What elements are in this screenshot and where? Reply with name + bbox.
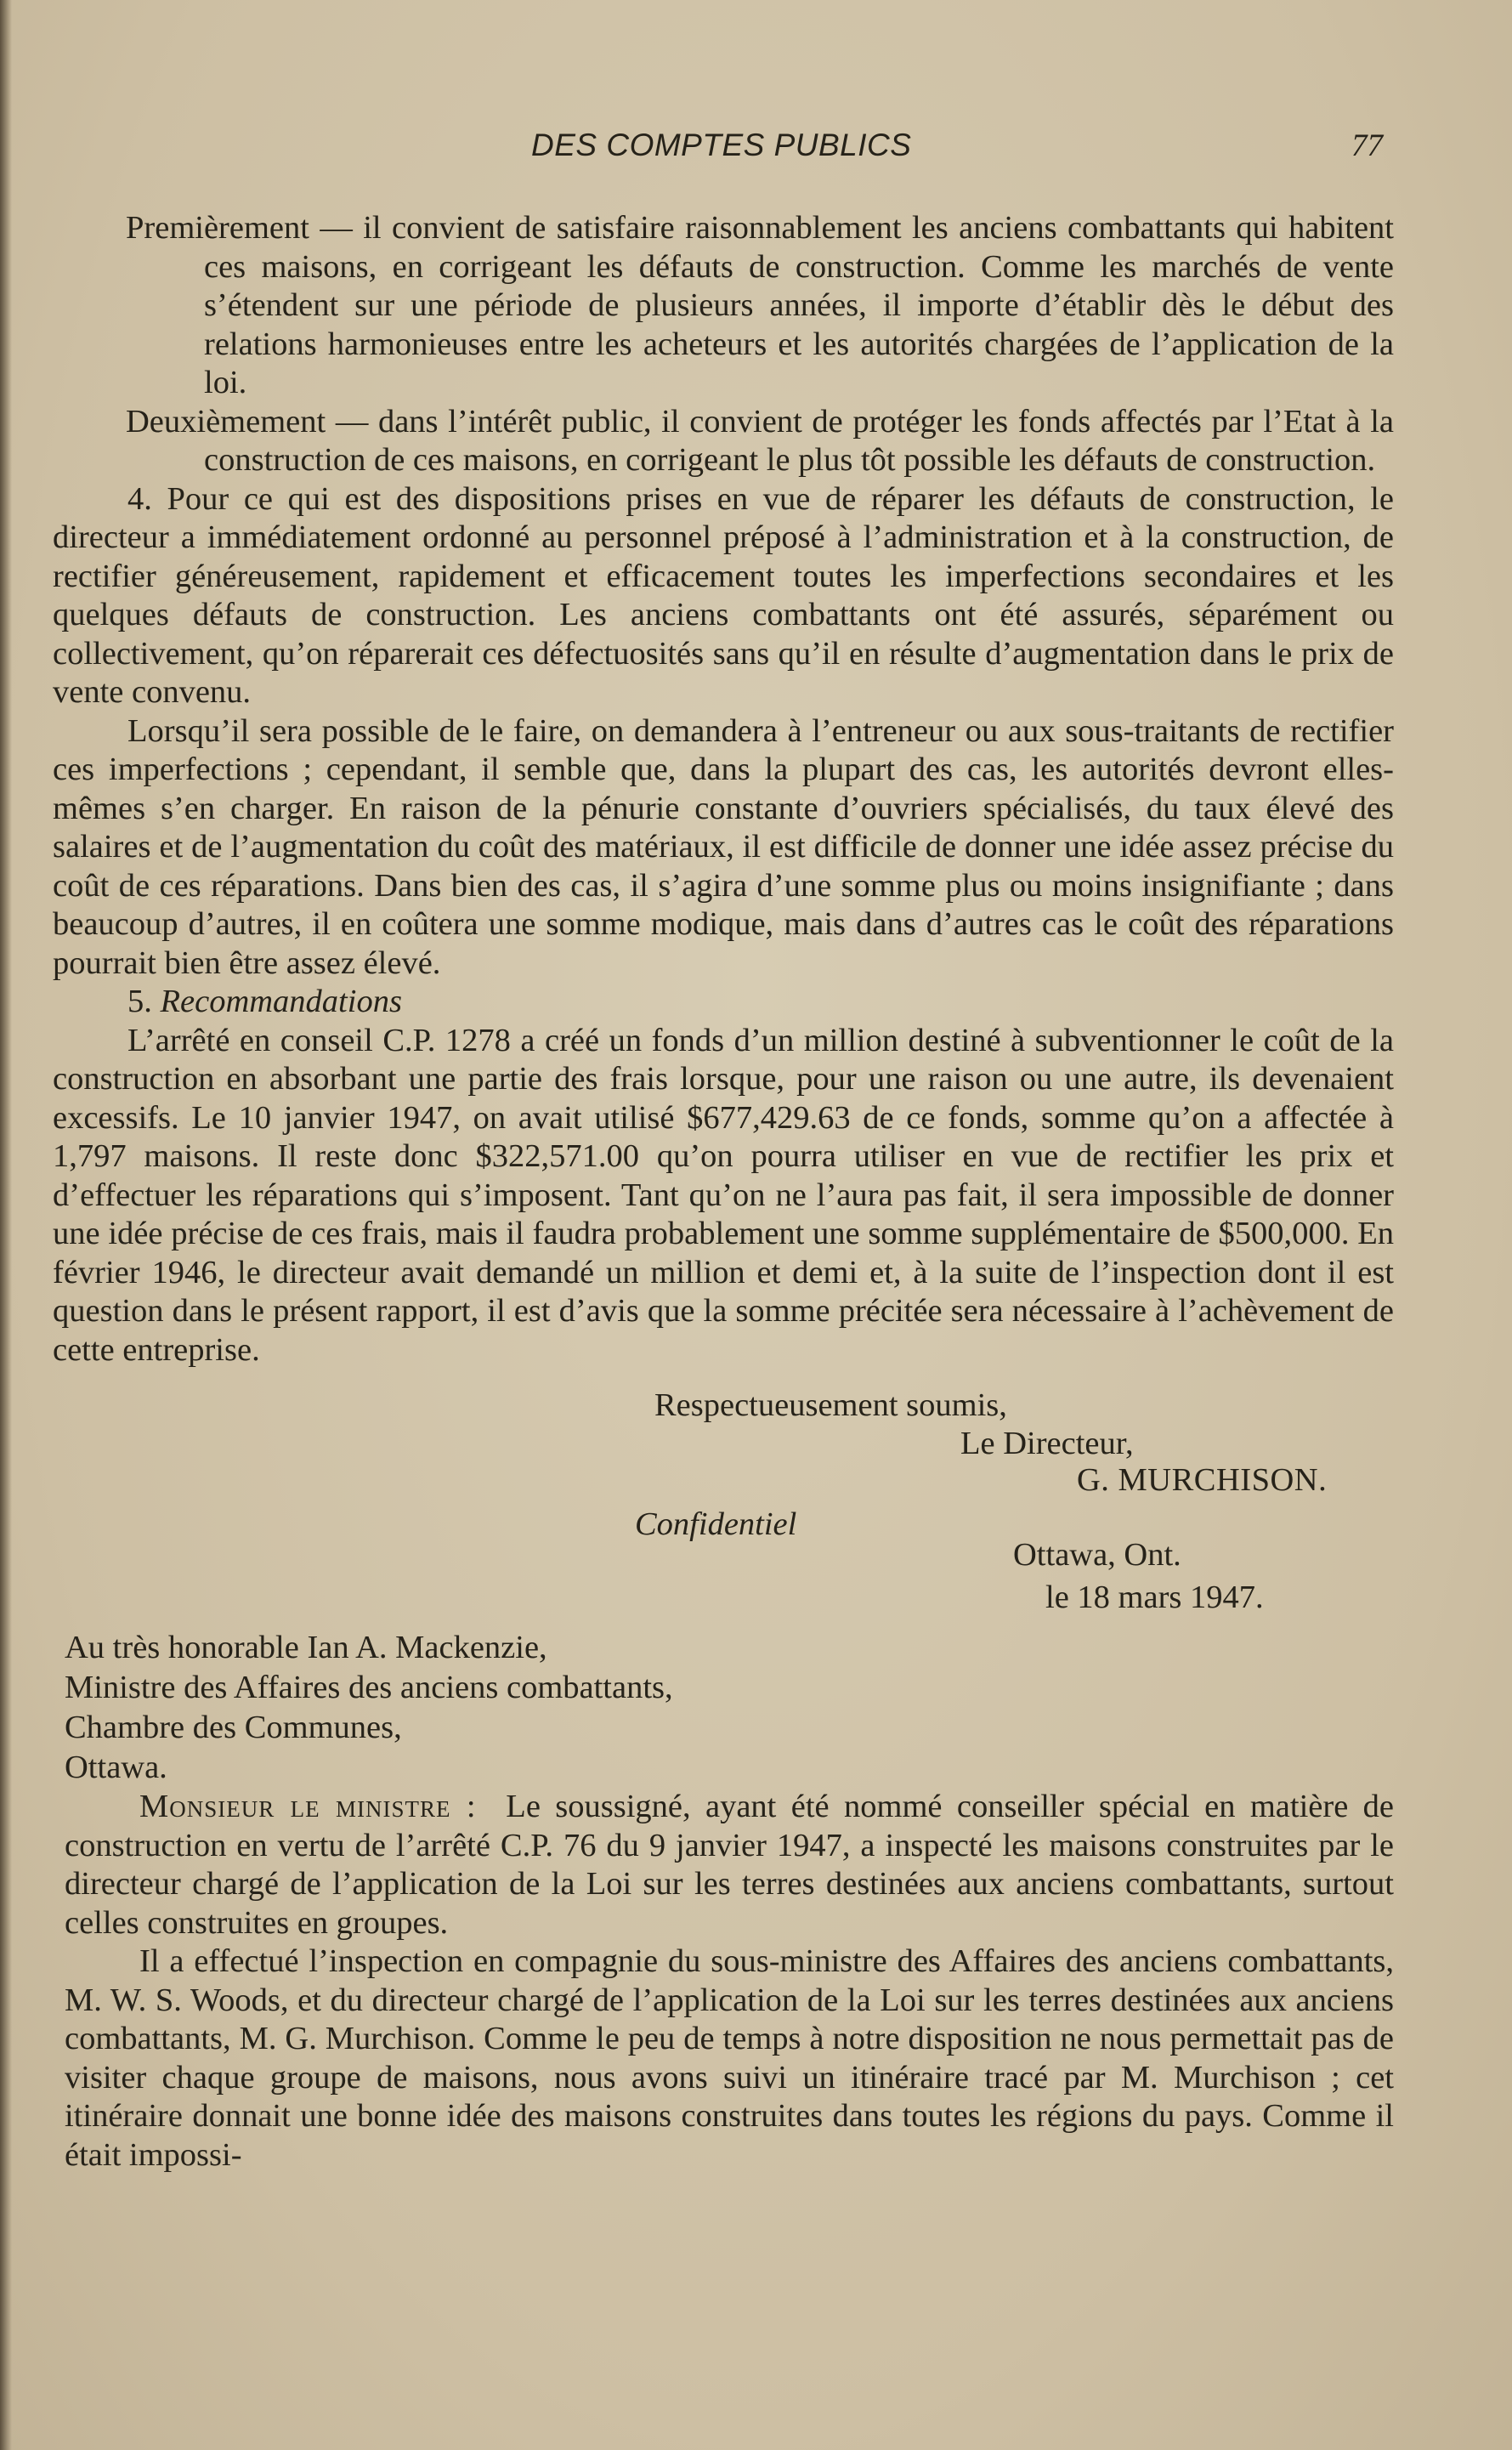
letter-dateline <box>53 1506 1394 1625</box>
letter-city: Ottawa, Ont. <box>1013 1537 1181 1573</box>
address-line: Ottawa. <box>65 1750 167 1785</box>
letter-date: le 18 mars 1947. <box>1045 1579 1264 1615</box>
paragraph-point-4: 4. Pour ce qui est des dispositions prises en vue de réparer les défauts de construction, le directeur a immédiatement ordonné au personnel préposé à l’administration et à la construction, de rectifier généreusement, rapidement et efficacement toutes les imperfections secondaires et les quelques défauts de construction. Les anciens combattants ont été assurés, séparément ou collectivement, qu’on réparerait ces défectuosités sans qu’il en résulte d’augmentation dans le prix de vente convenu. <box>53 480 1394 710</box>
paragraph-inspection: Il a effectué l’inspection en compagnie du sous-ministre des Affaires des anciens combattants, M. W. S. Woods, et du directeur chargé de l’application de la Loi sur les terres destinées aux anciens combattants, M. G. Murchison. Comme le peu de temps à notre disposition ne nous permettait pas de visiter chaque groupe de maisons, nous avons suivi un itinéraire tracé par M. Murchison ; cet itinéraire donnait une bonne idée des maisons construites dans toutes les régions du pays. Comme il était impossi- <box>65 1943 1394 2173</box>
body-text <box>53 209 1394 2175</box>
report-closing <box>53 1387 1394 1498</box>
section-5-title: Recommandations <box>160 984 402 1019</box>
paragraph-premierement: Premièrement — il convient de satisfaire raisonnablement les anciens combattants qui habitent ces maisons, en corrigeant les défauts de construction. Comme les marchés de vente s’étendent sur une période de plusieurs années, il importe d’établir dès le début des relations harmonieuses entre les acheteurs et les autorités chargées de l’application de la loi. <box>126 210 1394 400</box>
paragraph-deuxiemement: Deuxièmement — dans l’intérêt public, il convient de protéger les fonds affectés par l’Etat à la construction de ces maisons, en corrigeant le plus tôt possible les défauts de construction. <box>126 403 1394 478</box>
section-5-heading <box>53 983 1394 1022</box>
page-number: 77 <box>1351 128 1383 163</box>
letter-salutation-paragraph <box>53 1788 1394 1942</box>
address-line: Ministre des Affaires des anciens combattants, <box>65 1670 673 1705</box>
address-line: Chambre des Communes, <box>65 1710 402 1745</box>
closing-respectfully: Respectueusement soumis, <box>654 1387 1007 1423</box>
paragraph-lorsquil: Lorsqu’il sera possible de le faire, on demandera à l’entreneur ou aux sous-traitants de rectifier ces imperfections ; cependant, il semble que, dans la plupart des cas, les autorités devront elles-mêmes s’en charger. En raison de la pénurie constante d’ouvriers spécialisés, du taux élevé des salaires et de l’augmentation du coût des matériaux, il est difficile de donner une idée assez précise du coût de ces réparations. Dans bien des cas, il s’agira d’une somme plus ou moins insignifiante ; dans beaucoup d’autres, il en coûtera une somme modique, mais dans d’autres cas le coût des réparations pourrait bien être assez élevé. <box>53 712 1394 981</box>
recipient-address <box>53 1628 1394 1788</box>
address-line: Au très honorable Ian A. Mackenzie, <box>65 1630 547 1665</box>
closing-role: Le Directeur, <box>960 1426 1134 1461</box>
running-head <box>0 128 1512 175</box>
paragraph-arrete: L’arrêté en conseil C.P. 1278 a créé un fonds d’un million destiné à subventionner le coût de la construction en absorbant une partie des frais lorsque, pour une raison ou une autre, ils devenaient excessifs. Le 10 janvier 1947, on avait utilisé $677,429.63 de ce fonds, somme qu’on a affectée à 1,797 maisons. Il reste donc $322,571.00 qu’on pourra utiliser en vue de rectifier les prix et d’effectuer les réparations qui s’imposent. Tant qu’on ne l’aura pas fait, il sera impossible de donner une idée précise de ces frais, mais il faudra probablement une somme supplémentaire de $500,000. En février 1946, le directeur avait demandé un million et demi et, à la suite de l’inspection dont il est question dans le présent rapport, il est d’avis que la somme précitée sera nécessaire à l’achèvement de cette entreprise. <box>53 1022 1394 1368</box>
salutation: Monsieur le ministre : <box>139 1789 477 1824</box>
salutation-body: Le soussigné, ayant été nommé conseiller spécial en matière de construction en vertu de l’arrêté C.P. 76 du 9 janvier 1947, a inspecté les maisons construites par le directeur chargé de l’application de la Loi sur les terres destinées aux anciens combattants, surtout celles construites en groupes. <box>65 1789 1395 1941</box>
running-title: DES COMPTES PUBLICS <box>531 128 912 162</box>
closing-signature: G. MURCHISON. <box>1077 1462 1328 1498</box>
book-binding-edge <box>0 0 12 2450</box>
section-5-number: 5. <box>127 984 152 1019</box>
confidential-label: Confidentiel <box>635 1506 797 1542</box>
